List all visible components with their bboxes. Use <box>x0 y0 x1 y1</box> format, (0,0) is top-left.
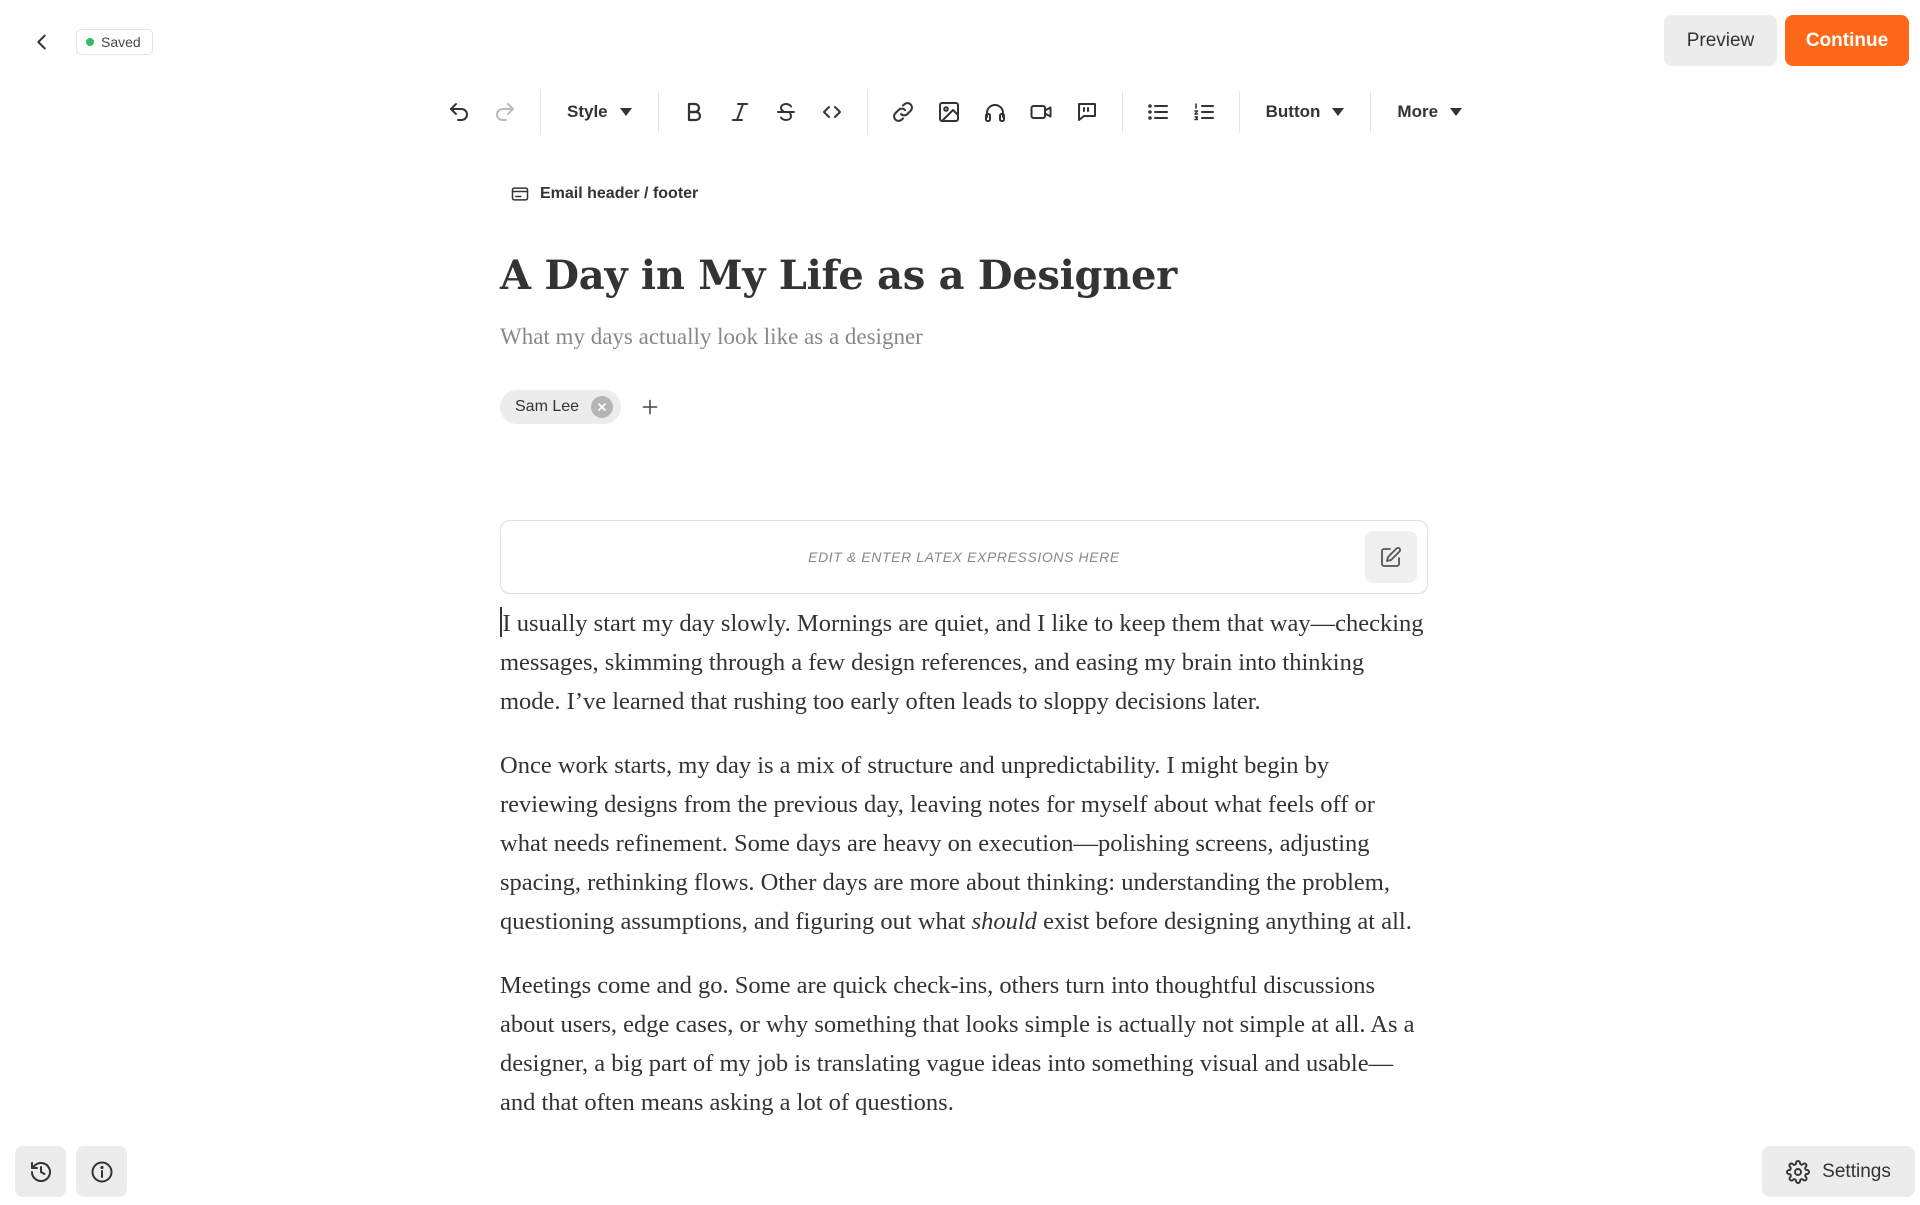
undo-icon <box>447 100 471 124</box>
style-dropdown-label: Style <box>567 102 608 121</box>
bold-button[interactable] <box>671 92 717 132</box>
video-button[interactable] <box>1018 92 1064 132</box>
saved-status-badge <box>76 29 153 55</box>
saved-dot-icon <box>86 38 94 46</box>
settings-button[interactable] <box>1762 1146 1915 1197</box>
history-button[interactable] <box>15 1146 66 1197</box>
caret-down-icon <box>1450 108 1462 116</box>
toolbar-divider <box>658 91 659 133</box>
paragraph-text: exist before designing anything at all. <box>1036 907 1412 935</box>
toolbar-divider <box>540 91 541 133</box>
code-icon <box>820 100 844 124</box>
preview-button[interactable]: Preview <box>1664 15 1777 66</box>
post-body[interactable] <box>500 604 1428 1122</box>
paragraph-text: Meetings come and go. Some are quick check-ins, others turn into thoughtful discussions about users, edge cases, or why something that looks simple is actually not simple at all. As a designer, a big part of my job is translating vague ideas into something visual and usable—and that often means asking a lot of questions. <box>500 971 1415 1116</box>
image-icon <box>937 100 961 124</box>
gear-icon <box>1786 1160 1810 1184</box>
video-icon <box>1029 100 1053 124</box>
latex-edit-button[interactable] <box>1365 531 1417 583</box>
author-name: Sam Lee <box>515 397 580 415</box>
post-subtitle[interactable]: What my days actually look like as a designer <box>500 324 923 349</box>
pullquote-icon <box>1075 100 1099 124</box>
italic-icon <box>728 100 752 124</box>
bullet-list-icon <box>1146 100 1170 124</box>
post-title[interactable]: A Day in My Life as a Designer <box>500 252 1177 299</box>
link-button[interactable] <box>880 92 926 132</box>
more-dropdown-label: More <box>1397 102 1439 121</box>
undo-button[interactable] <box>436 92 482 132</box>
toolbar-divider <box>1370 91 1371 133</box>
email-template-icon <box>510 184 530 204</box>
email-header-footer-label: Email header / footer <box>540 185 699 202</box>
plus-icon <box>640 397 660 417</box>
caret-down-icon <box>1332 108 1344 116</box>
toolbar-divider <box>1239 91 1240 133</box>
post-editor <box>500 180 1428 1147</box>
remove-author-button[interactable] <box>591 396 613 418</box>
style-dropdown[interactable] <box>553 92 646 132</box>
close-icon <box>596 401 608 413</box>
caret-down-icon <box>620 108 632 116</box>
saved-label: Saved <box>101 34 141 50</box>
button-dropdown[interactable] <box>1252 92 1359 132</box>
author-list <box>500 390 1428 424</box>
bullet-list-button[interactable] <box>1135 92 1181 132</box>
paragraph[interactable] <box>500 604 1428 721</box>
paragraph[interactable] <box>500 746 1428 941</box>
paragraph[interactable] <box>500 966 1428 1122</box>
edit-icon <box>1379 545 1403 569</box>
text-cursor <box>500 607 502 637</box>
italic-button[interactable] <box>717 92 763 132</box>
image-button[interactable] <box>926 92 972 132</box>
paragraph-text: Once work starts, my day is a mix of structure and unpredictability. I might begin by reviewing designs from the previous day, leaving notes for myself about what feels off or what needs refinement. Some days are heavy on execution—polishing screens, adjusting spacing, rethinking flows. Other days are more about thinking: understanding the problem, questioning assumptions, and figuring out what <box>500 751 1390 935</box>
editor-toolbar <box>436 92 1476 132</box>
chevron-left-icon <box>31 31 53 53</box>
audio-icon <box>983 100 1007 124</box>
redo-icon <box>493 100 517 124</box>
italic-text: should <box>971 907 1037 935</box>
numbered-list-icon <box>1192 100 1216 124</box>
link-icon <box>891 100 915 124</box>
add-author-button[interactable] <box>635 392 665 422</box>
strikethrough-button[interactable] <box>763 92 809 132</box>
paragraph-text: I usually start my day slowly. Mornings are quiet, and I like to keep them that way—checking messages, skimming through a few design references, and easing my brain into thinking mode. I’ve learned that rushing too early often leads to sloppy decisions later. <box>500 609 1424 715</box>
more-dropdown[interactable] <box>1383 92 1476 132</box>
latex-block[interactable] <box>500 520 1428 594</box>
toolbar-divider <box>1122 91 1123 133</box>
info-button[interactable] <box>76 1146 127 1197</box>
pullquote-button[interactable] <box>1064 92 1110 132</box>
info-icon <box>90 1160 114 1184</box>
button-dropdown-label: Button <box>1265 102 1321 121</box>
redo-button[interactable] <box>482 92 528 132</box>
author-chip[interactable] <box>500 390 621 424</box>
settings-label: Settings <box>1822 1160 1891 1182</box>
toolbar-divider <box>867 91 868 133</box>
numbered-list-button[interactable] <box>1181 92 1227 132</box>
latex-placeholder: EDIT & ENTER LATEX EXPRESSIONS HERE <box>808 548 1120 565</box>
email-header-footer-button[interactable] <box>510 180 1428 208</box>
bold-icon <box>682 100 706 124</box>
strikethrough-icon <box>774 100 798 124</box>
back-button[interactable] <box>24 24 60 60</box>
history-icon <box>29 1160 53 1184</box>
audio-button[interactable] <box>972 92 1018 132</box>
continue-button[interactable]: Continue <box>1785 15 1909 66</box>
code-button[interactable] <box>809 92 855 132</box>
